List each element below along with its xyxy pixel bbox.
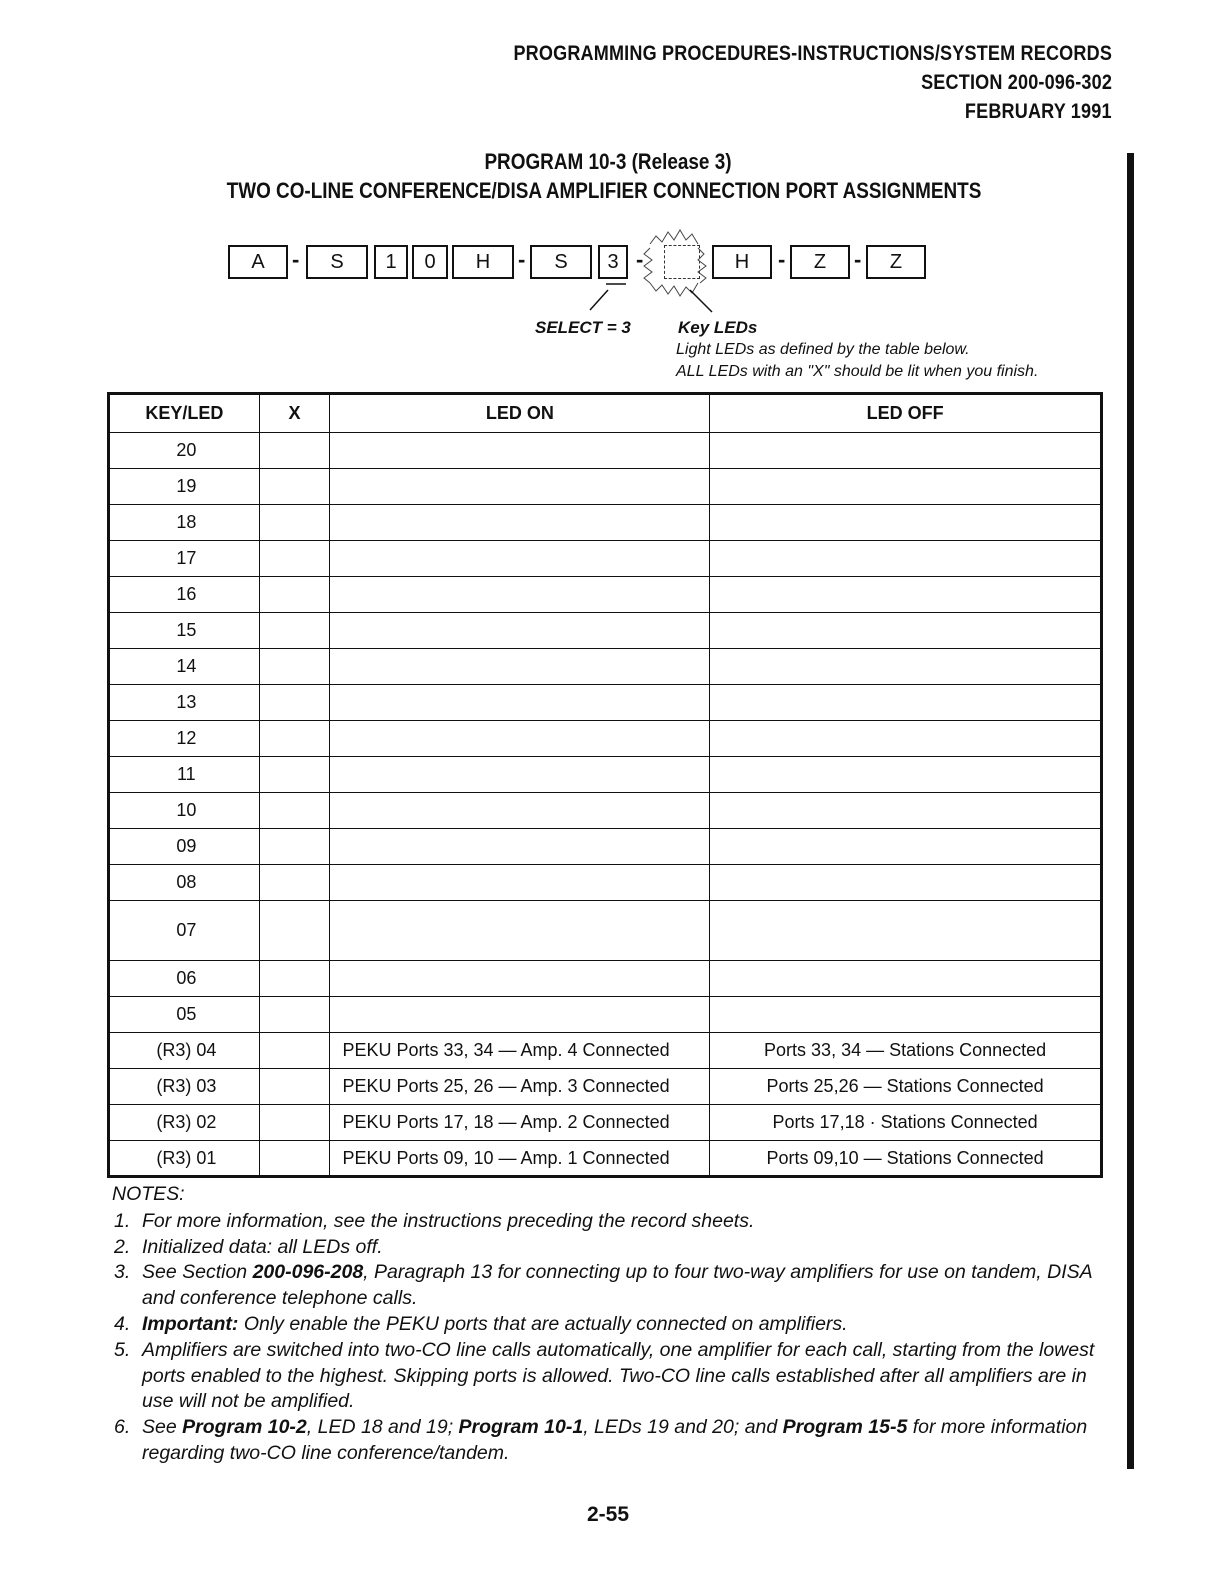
- table-header-row: [109, 394, 1102, 433]
- note-number: 5.: [114, 1338, 131, 1361]
- note-text: Amplifiers are switched into two-CO line calls automatically, one amplifier for each call, starting from the lowest ports enabled to the highest. Skipping ports is allowed. Two-CO line calls established after all amplifiers are in use will not be amplified.: [142, 1338, 1095, 1413]
- led-on-cell: PEKU Ports 17, 18 — Amp. 2 Connected: [330, 1105, 710, 1141]
- key-box-1: 1: [374, 245, 408, 279]
- x-cell: [259, 793, 330, 829]
- led-on-cell: [330, 577, 710, 613]
- x-cell: [259, 505, 330, 541]
- column-header-key-led: KEY/LED: [109, 394, 260, 433]
- led-on-cell: PEKU Ports 33, 34 — Amp. 4 Connected: [330, 1033, 710, 1069]
- key-led-cell: 07: [109, 901, 260, 961]
- program-subtitle: TWO CO-LINE CONFERENCE/DISA AMPLIFIER CONNECTION PORT ASSIGNMENTS: [226, 178, 982, 203]
- column-header-x: X: [259, 394, 330, 433]
- key-led-cell: 16: [109, 577, 260, 613]
- table-row: [109, 1141, 1102, 1177]
- table-row: [109, 541, 1102, 577]
- x-cell: [259, 685, 330, 721]
- column-header-led-on: LED ON: [330, 394, 710, 433]
- note-item: [112, 1260, 1112, 1312]
- table-row: [109, 685, 1102, 721]
- notes-heading: NOTES:: [112, 1183, 185, 1205]
- table-row: [109, 865, 1102, 901]
- led-off-cell: [710, 997, 1102, 1033]
- header-date: FEBRUARY 1991: [965, 100, 1112, 123]
- program-title: PROGRAM 10-3 (Release 3): [484, 149, 732, 174]
- notes-section: [112, 1182, 1112, 1467]
- note-number: 3.: [114, 1261, 131, 1284]
- led-off-cell: [710, 613, 1102, 649]
- led-on-cell: PEKU Ports 09, 10 — Amp. 1 Connected: [330, 1141, 710, 1177]
- x-cell: [259, 865, 330, 901]
- led-on-cell: [330, 793, 710, 829]
- led-off-cell: [710, 469, 1102, 505]
- led-on-cell: PEKU Ports 25, 26 — Amp. 3 Connected: [330, 1069, 710, 1105]
- note-text: For more information, see the instructions preceding the record sheets.: [142, 1209, 755, 1232]
- key-led-cell: 13: [109, 685, 260, 721]
- key-box-s2: S: [530, 245, 592, 279]
- led-on-cell: [330, 469, 710, 505]
- x-cell: [259, 1033, 330, 1069]
- led-off-cell: [710, 829, 1102, 865]
- header-section-title: PROGRAMMING PROCEDURES-INSTRUCTIONS/SYSTEM RECORDS: [513, 42, 1112, 65]
- key-leds-instruction: Light LEDs as defined by the table below.: [676, 341, 970, 358]
- note-item: [112, 1338, 1112, 1415]
- led-off-cell: [710, 541, 1102, 577]
- key-led-cell: (R3) 02: [109, 1105, 260, 1141]
- led-off-cell: [710, 961, 1102, 997]
- led-off-cell: [710, 649, 1102, 685]
- x-cell: [259, 757, 330, 793]
- x-cell: [259, 469, 330, 505]
- key-led-cell: 08: [109, 865, 260, 901]
- led-off-cell: [710, 757, 1102, 793]
- x-cell: [259, 1141, 330, 1177]
- key-led-cell: 06: [109, 961, 260, 997]
- note-number: 2.: [114, 1235, 131, 1258]
- page-number: 2-55: [586, 1503, 630, 1526]
- dash-separator: -: [518, 247, 526, 272]
- led-off-cell: [710, 685, 1102, 721]
- note-item: [112, 1235, 1112, 1261]
- note-text: See Section 200-096-208, Paragraph 13 for connecting up to four two-way amplifiers for use on tandem, DISA and conference telephone calls.: [142, 1261, 1092, 1310]
- led-off-cell: [710, 577, 1102, 613]
- led-off-cell: Ports 25,26 — Stations Connected: [710, 1069, 1102, 1105]
- key-led-cell: 09: [109, 829, 260, 865]
- led-off-cell: [710, 793, 1102, 829]
- key-led-cell: (R3) 01: [109, 1141, 260, 1177]
- led-on-cell: [330, 961, 710, 997]
- x-cell: [259, 613, 330, 649]
- key-leds-label: Key LEDs: [678, 318, 758, 337]
- led-on-cell: [330, 829, 710, 865]
- key-box-0: 0: [412, 245, 448, 279]
- x-cell: [259, 541, 330, 577]
- x-cell: [259, 1105, 330, 1141]
- led-off-cell: Ports 17,18 · Stations Connected: [710, 1105, 1102, 1141]
- x-cell: [259, 901, 330, 961]
- table-row: [109, 901, 1102, 961]
- callout-lines-icon: [0, 0, 1224, 400]
- key-led-cell: 19: [109, 469, 260, 505]
- dash-separator: -: [778, 247, 786, 272]
- led-on-cell: [330, 997, 710, 1033]
- column-header-led-off: LED OFF: [710, 394, 1102, 433]
- x-cell: [259, 721, 330, 757]
- x-cell: [259, 829, 330, 865]
- table-row: [109, 469, 1102, 505]
- table-row: [109, 649, 1102, 685]
- led-on-cell: [330, 865, 710, 901]
- table-row: [109, 1105, 1102, 1141]
- led-on-cell: [330, 505, 710, 541]
- table-row: [109, 997, 1102, 1033]
- key-led-cell: 14: [109, 649, 260, 685]
- key-box-z2: Z: [866, 245, 926, 279]
- note-number: 6.: [114, 1416, 131, 1439]
- table-row: [109, 433, 1102, 469]
- note-text: See Program 10-2, LED 18 and 19; Program 10-1, LEDs 19 and 20; and Program 15-5 for more information regarding two-CO line conference/tandem.: [142, 1416, 1088, 1464]
- key-led-cell: (R3) 04: [109, 1033, 260, 1069]
- led-off-cell: [710, 865, 1102, 901]
- note-number: 1.: [114, 1209, 131, 1232]
- led-on-cell: [330, 613, 710, 649]
- dash-separator: -: [292, 247, 300, 272]
- led-off-cell: [710, 505, 1102, 541]
- key-box-s: S: [306, 245, 368, 279]
- note-item: [112, 1209, 1112, 1235]
- key-box-3: 3: [598, 245, 628, 279]
- select-label: SELECT = 3: [535, 318, 631, 337]
- key-led-cell: 17: [109, 541, 260, 577]
- header-section-number: SECTION 200-096-302: [921, 71, 1112, 94]
- table-row: [109, 721, 1102, 757]
- led-on-cell: [330, 685, 710, 721]
- led-on-cell: [330, 901, 710, 961]
- key-box-h: H: [452, 245, 514, 279]
- x-cell: [259, 1069, 330, 1105]
- led-off-cell: [710, 433, 1102, 469]
- led-on-cell: [330, 721, 710, 757]
- key-led-cell: 15: [109, 613, 260, 649]
- key-led-cell: 20: [109, 433, 260, 469]
- x-cell: [259, 961, 330, 997]
- x-cell: [259, 433, 330, 469]
- dash-separator: -: [636, 247, 644, 272]
- x-cell: [259, 649, 330, 685]
- table-row: [109, 961, 1102, 997]
- table-row: [109, 505, 1102, 541]
- key-led-cell: (R3) 03: [109, 1069, 260, 1105]
- key-led-cell: 10: [109, 793, 260, 829]
- dash-separator: -: [854, 247, 862, 272]
- led-on-cell: [330, 541, 710, 577]
- key-box-z: Z: [790, 245, 850, 279]
- led-off-cell: [710, 901, 1102, 961]
- note-text: Important: Only enable the PEKU ports that are actually connected on amplifiers.: [142, 1312, 848, 1335]
- table-row: [109, 1033, 1102, 1069]
- key-led-cell: 12: [109, 721, 260, 757]
- table-row: [109, 613, 1102, 649]
- key-led-cell: 05: [109, 997, 260, 1033]
- led-assignment-table: [107, 392, 1103, 1178]
- led-off-cell: Ports 33, 34 — Stations Connected: [710, 1033, 1102, 1069]
- table-row: [109, 1069, 1102, 1105]
- note-item: [112, 1415, 1112, 1467]
- led-off-cell: [710, 721, 1102, 757]
- led-off-cell: Ports 09,10 — Stations Connected: [710, 1141, 1102, 1177]
- x-cell: [259, 577, 330, 613]
- note-number: 4.: [114, 1312, 131, 1335]
- x-cell: [259, 997, 330, 1033]
- table-row: [109, 829, 1102, 865]
- key-led-cell: 11: [109, 757, 260, 793]
- note-item: [112, 1312, 1112, 1338]
- table-row: [109, 757, 1102, 793]
- key-box-a: A: [228, 245, 288, 279]
- key-led-cell: 18: [109, 505, 260, 541]
- table-row: [109, 793, 1102, 829]
- note-text: Initialized data: all LEDs off.: [142, 1235, 383, 1258]
- led-on-cell: [330, 433, 710, 469]
- key-box-h2: H: [712, 245, 772, 279]
- led-on-cell: [330, 649, 710, 685]
- table-row: [109, 577, 1102, 613]
- led-on-cell: [330, 757, 710, 793]
- key-leds-instruction: ALL LEDs with an "X" should be lit when you finish.: [676, 363, 1039, 380]
